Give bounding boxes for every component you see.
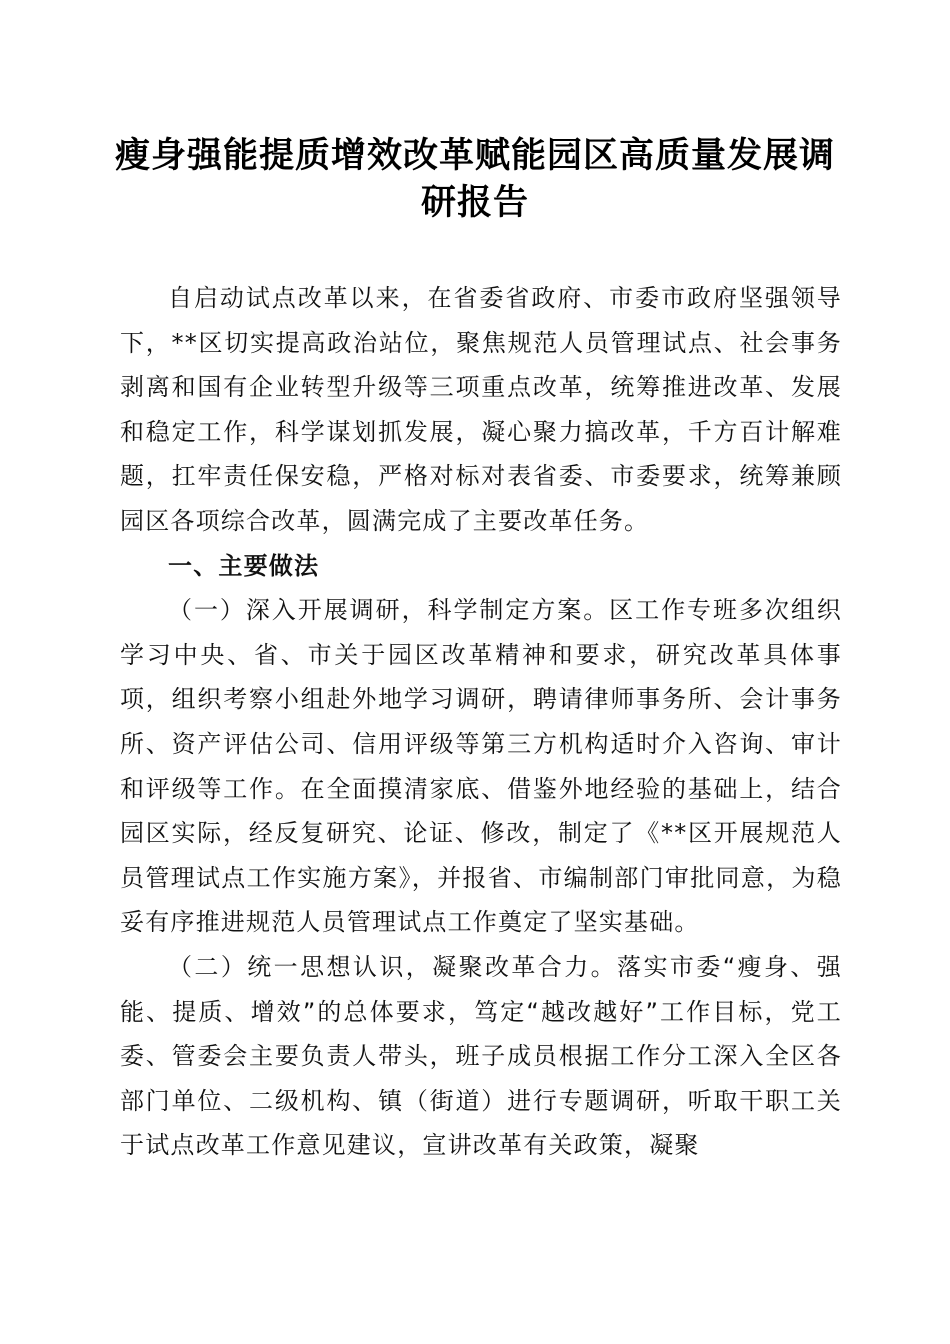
paragraph-unify-thinking: （二）统一思想认识，凝聚改革合力。落实市委“瘦身、强能、提质、增效”的总体要求，笃定“越改越好”工作目标，党工委、管委会主要负责人带头，班子成员根据工作分工深入全区各部门单位、二级机构、镇（街道）进行专题调研，听取干职工关于试点改革工作意见建议，宣讲改革有关政策，凝聚 <box>120 952 842 1160</box>
section-heading-main-practices: 一、主要做法 <box>168 551 320 580</box>
document-body <box>120 276 842 1168</box>
document-title: 瘦身强能提质增效改革赋能园区高质量发展调研报告 <box>114 135 835 223</box>
paragraph-research-planning: （一）深入开展调研，科学制定方案。区工作专班多次组织学习中央、省、市关于园区改革精神和要求，研究改革具体事项，组织考察小组赴外地学习调研，聘请律师事务所、会计事务所、资产评估公司、信用评级等第三方机构适时介入咨询、审计和评级等工作。在全面摸清家底、借鉴外地经验的基础上，结合园区实际，经反复研究、论证、修改，制定了《**区开展规范人员管理试点工作实施方案》，并报省、市编制部门审批同意，为稳妥有序推进规范人员管理试点工作奠定了坚实基础。 <box>120 596 842 937</box>
intro-paragraph: 自启动试点改革以来，在省委省政府、市委市政府坚强领导下，**区切实提高政治站位，聚焦规范人员管理试点、社会事务剥离和国有企业转型升级等三项重点改革，统筹推进改革、发展和稳定工作，科学谋划抓发展，凝心聚力搞改革，千方百计解难题，扛牢责任保安稳，严格对标对表省委、市委要求，统筹兼顾园区各项综合改革，圆满完成了主要改革任务。 <box>120 284 842 535</box>
